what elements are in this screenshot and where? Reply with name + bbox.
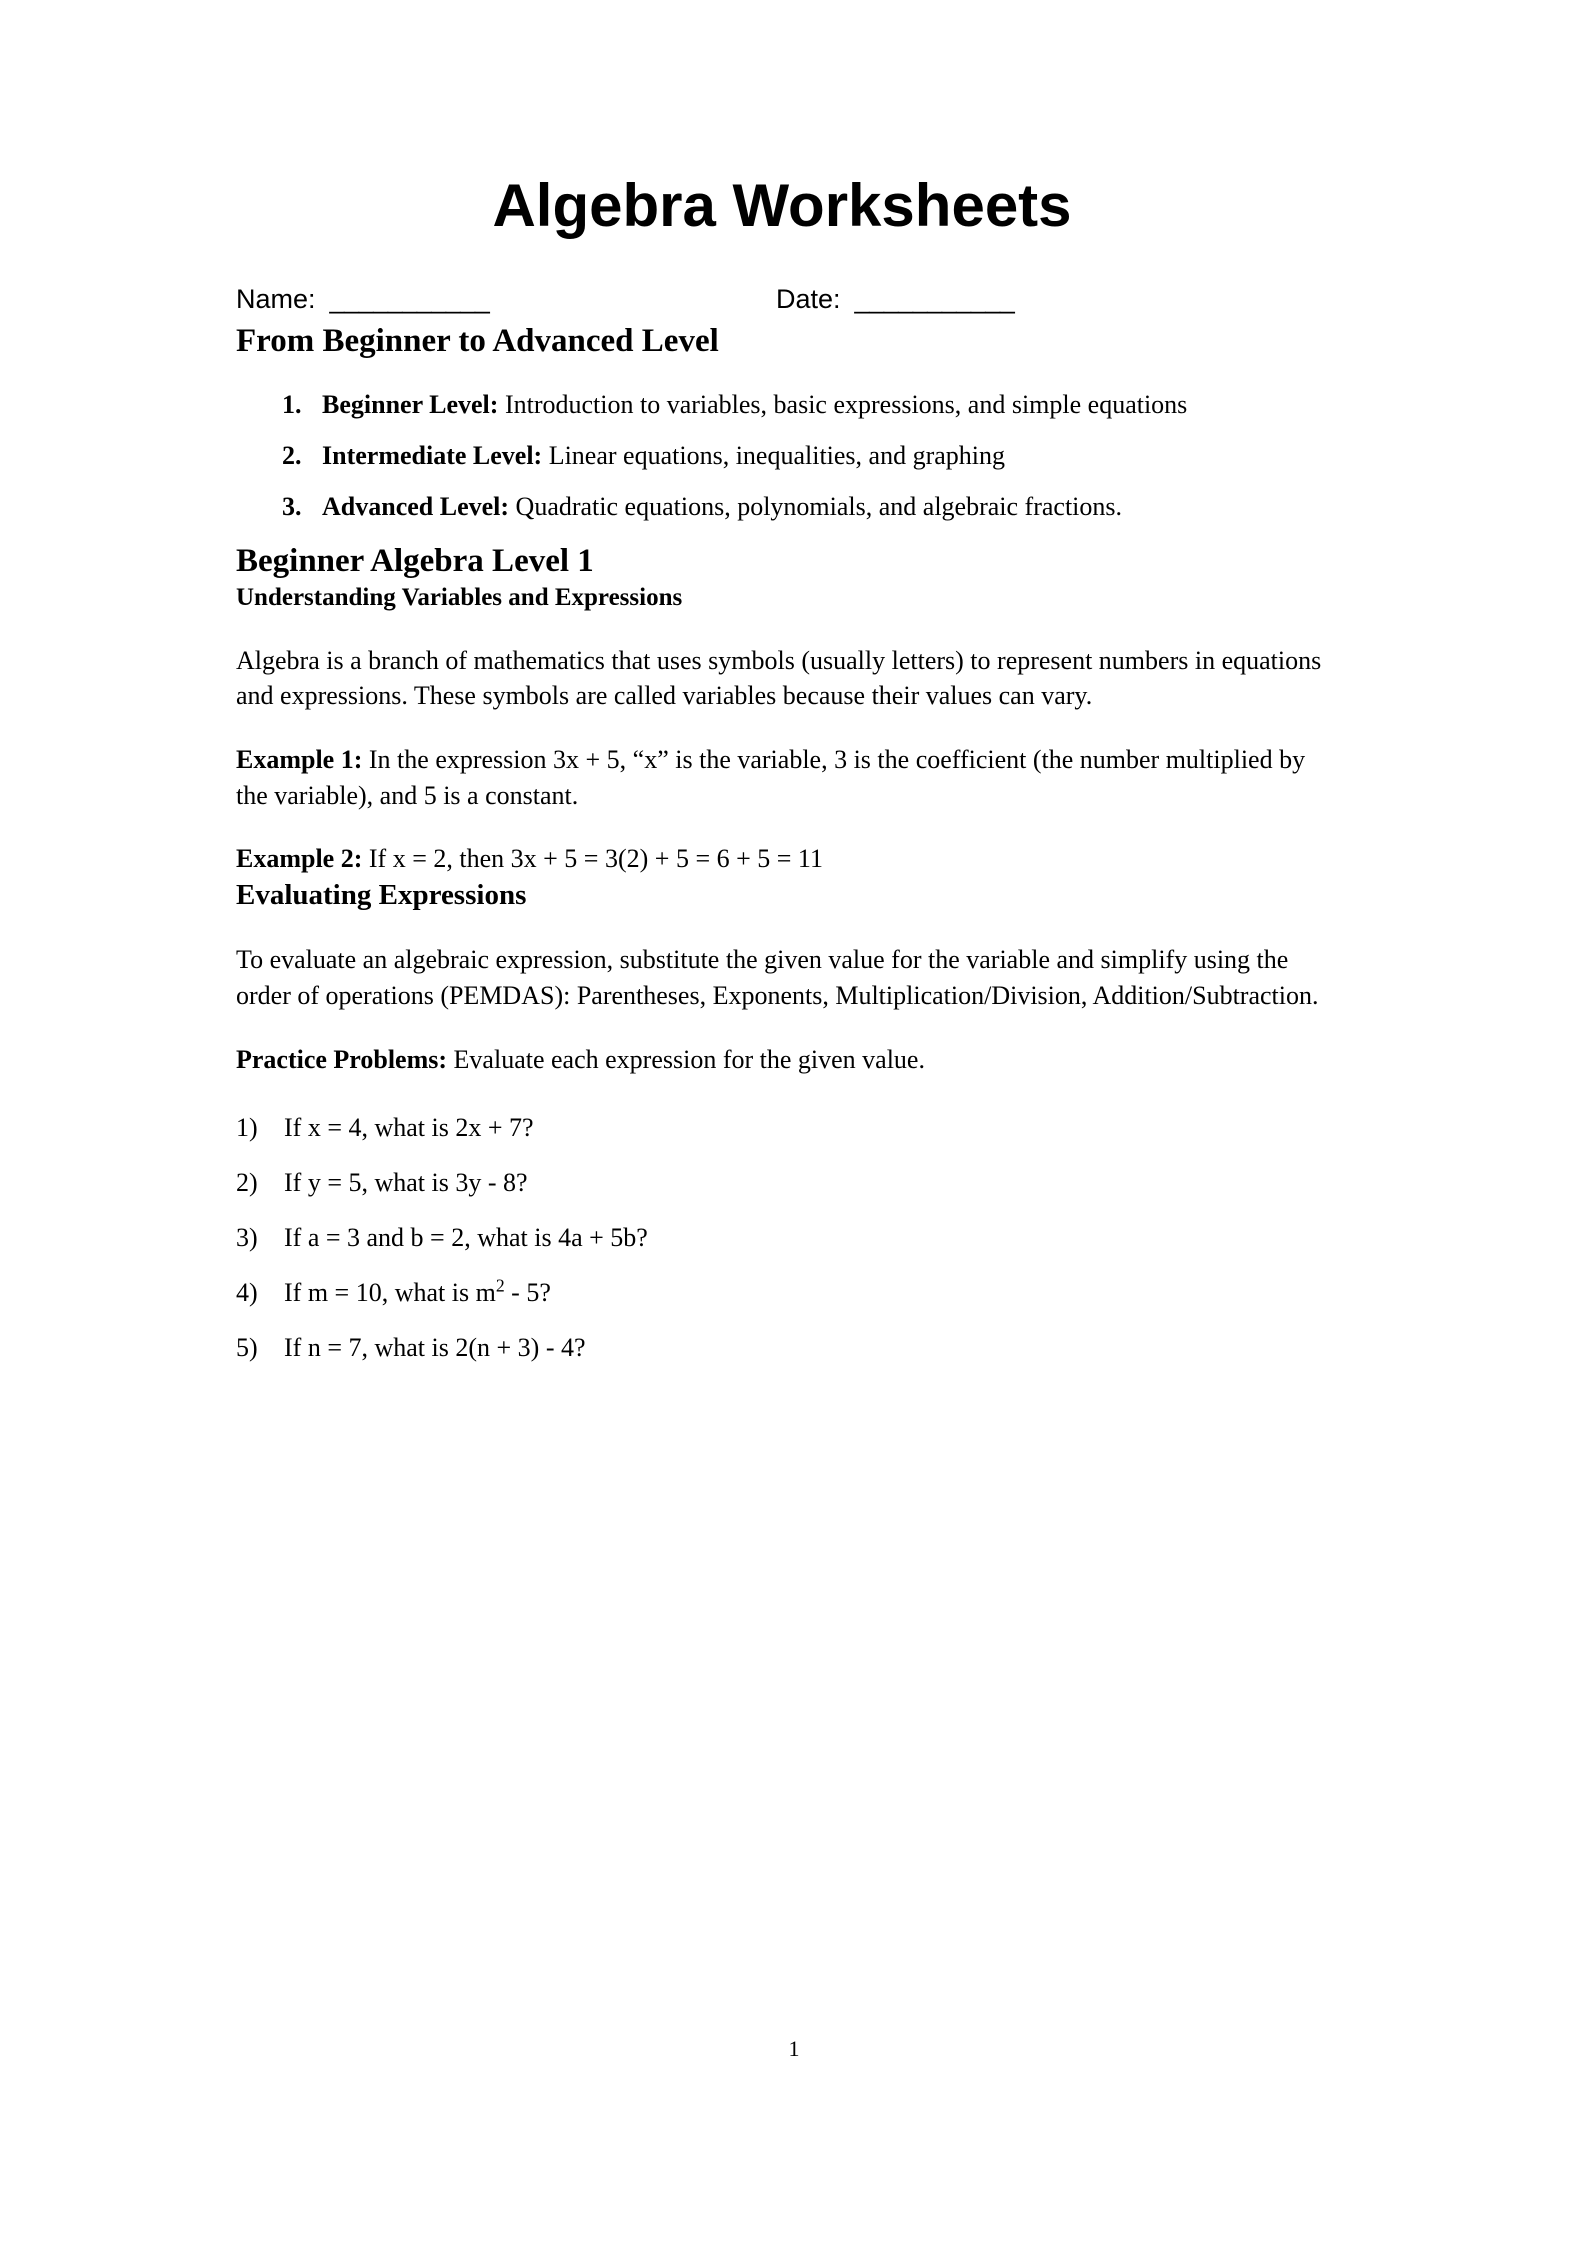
list-item — [236, 1276, 1328, 1311]
problem-text-3: If a = 3 and b = 2, what is 4a + 5b? — [284, 1222, 648, 1252]
list-item — [236, 1221, 1328, 1256]
list-item — [308, 388, 1328, 423]
example-2-text: If x = 2, then 3x + 5 = 3(2) + 5 = 6 + 5 = 11 — [362, 844, 823, 874]
example-1-label: Example 1: — [236, 744, 363, 774]
date-label: Date: — [776, 284, 841, 315]
problem-text-5: If n = 7, what is 2(n + 3) - 4? — [284, 1332, 586, 1362]
example-1-text: In the expression 3x + 5, “x” is the variable, 3 is the coefficient (the number multiplied by the variable), and 5 is a constant. — [236, 744, 1306, 810]
example-2-label: Example 2: — [236, 844, 363, 874]
level-desc-advanced: Quadratic equations, polynomials, and algebraic fractions. — [509, 492, 1123, 522]
problem-4-exponent: 2 — [495, 1275, 505, 1296]
problem-text-4-tail: - 5? — [504, 1277, 551, 1307]
list-item — [236, 1331, 1328, 1366]
problem-number-1: 1) — [236, 1113, 258, 1143]
practice-problems-list — [236, 1111, 1328, 1365]
name-field-group — [236, 281, 489, 317]
level-label-advanced: Advanced Level: — [322, 492, 510, 522]
page-title: Algebra Worksheets — [492, 172, 1072, 239]
level-desc-intermediate: Linear equations, inequalities, and graphing — [542, 441, 1006, 471]
date-input-line[interactable]: ___________ — [840, 284, 1015, 315]
problem-text-1: If x = 4, what is 2x + 7? — [284, 1113, 534, 1143]
level-label-beginner: Beginner Level: — [322, 390, 499, 420]
problem-number-3: 3) — [236, 1222, 258, 1252]
problem-number-5: 5) — [236, 1332, 258, 1362]
list-item — [236, 1111, 1328, 1146]
list-item — [308, 490, 1328, 525]
problem-number-4: 4) — [236, 1277, 258, 1307]
paragraph-example-1 — [236, 742, 1328, 813]
paragraph-evaluating-instructions: To evaluate an algebraic expression, substitute the given value for the variable and simplify using the order of operations (PEMDAS): Parentheses, Exponents, Multiplication/Division, Addition/Subtraction. — [236, 945, 1319, 1011]
page-content — [236, 0, 1328, 1385]
problem-text-2: If y = 5, what is 3y - 8? — [284, 1168, 528, 1198]
section-heading-overview: From Beginner to Advanced Level — [236, 323, 719, 360]
problem-number-2: 2) — [236, 1168, 258, 1198]
problem-text-4: If m = 10, what is m — [284, 1277, 496, 1307]
page-number: 1 — [788, 2036, 800, 2061]
paragraph-algebra-intro: Algebra is a branch of mathematics that uses symbols (usually letters) to represent numbers in equations and expressions. These symbols are called variables because their values can vary. — [236, 645, 1322, 711]
name-label: Name: — [236, 284, 316, 315]
list-item — [236, 1166, 1328, 1201]
name-input-line[interactable]: ___________ — [315, 284, 490, 315]
paragraph-practice-problems-lead — [236, 1042, 1328, 1078]
paragraph-example-2 — [236, 841, 1328, 877]
name-date-row — [236, 281, 1328, 321]
levels-list — [236, 388, 1328, 524]
practice-problems-text: Evaluate each expression for the given value. — [447, 1044, 925, 1074]
level-desc-beginner: Introduction to variables, basic expressions, and simple equations — [498, 390, 1188, 420]
section-heading-level1: Beginner Algebra Level 1 — [236, 542, 594, 579]
subheading-evaluating-expressions: Evaluating Expressions — [236, 878, 527, 911]
date-field-group — [776, 281, 1014, 317]
practice-problems-label: Practice Problems: — [236, 1044, 448, 1074]
list-item — [308, 439, 1328, 474]
subheading-understanding-variables: Understanding Variables and Expressions — [236, 584, 683, 612]
level-label-intermediate: Intermediate Level: — [322, 441, 543, 471]
